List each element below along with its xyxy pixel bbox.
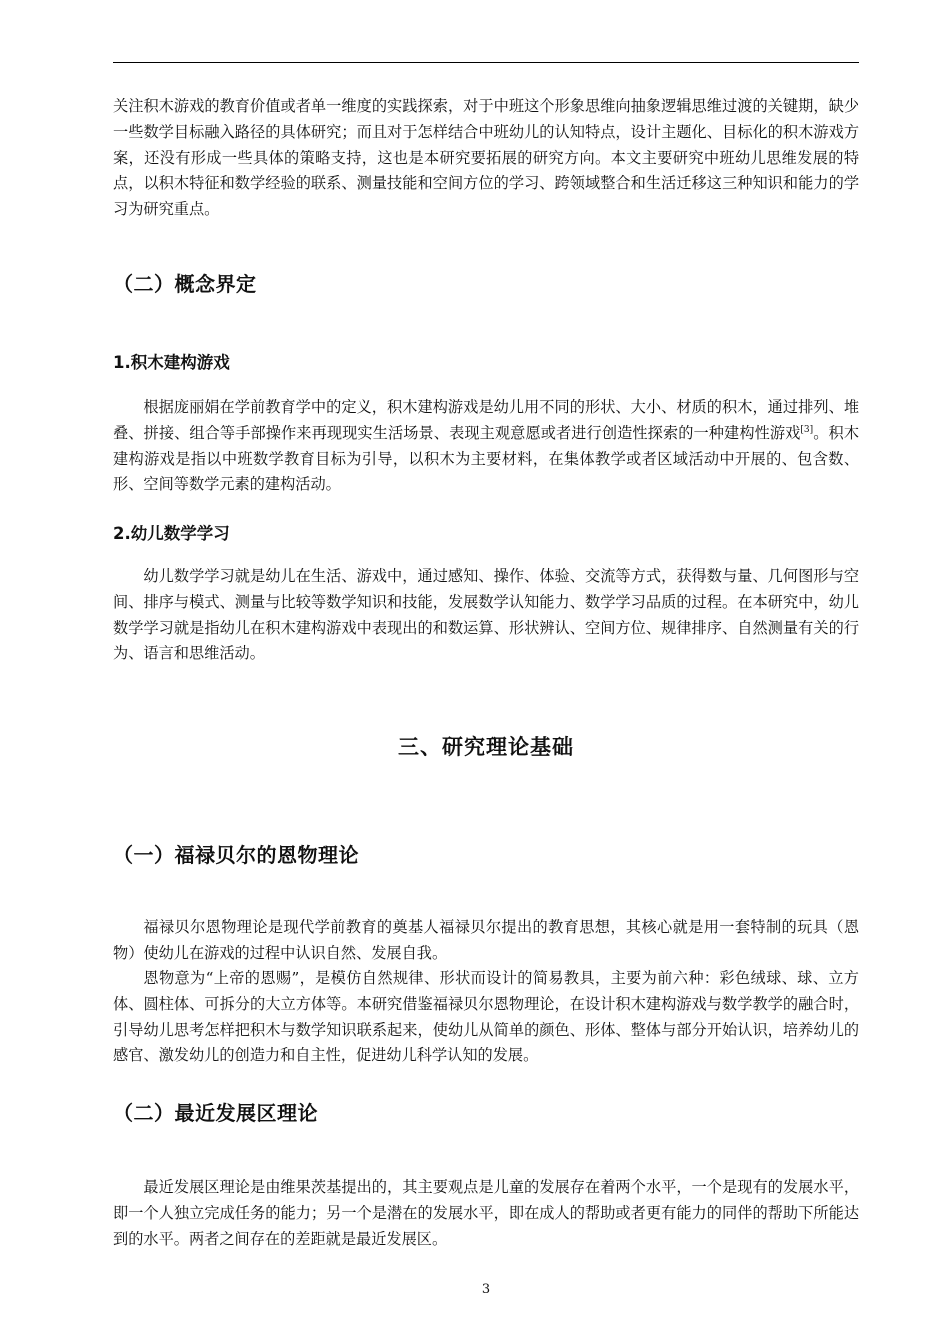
definition-block-building-text-b: 。积木建构游戏是指以中班数学教育目标为引导，以积木为主要材料，在集体教学或者区域活动中开展的、包含数、形、空间等数学元素的建构活动。 [113,423,860,494]
subheading-math-learning: 2.幼儿数学学习 [113,524,230,543]
froebel-paragraph-1: 福禄贝尔恩物理论是现代学前教育的奠基人福禄贝尔提出的教育思想，其核心就是用一套特制的玩具（恩物）使幼儿在游戏的过程中认识自然、发展自我。 [113,918,859,962]
definition-math-learning: 幼儿数学学习就是幼儿在生活、游戏中，通过感知、操作、体验、交流等方式，获得数与量、几何图形与空间、排序与模式、测量与比较等数学知识和技能，发展数学认知能力、数学学习品质的过程。在本研究中，幼儿数学学习就是指幼儿在积木建构游戏中表现出的和数运算、形状辨认、空间方位、规律排序、自然测量有关的行为、语言和思维活动。 [113,567,859,663]
chapter-heading-theory: 三、研究理论基础 [398,735,574,759]
citation-mark: [3] [800,424,814,435]
header-rule [113,62,859,63]
page-number: 3 [481,1282,491,1297]
definition-block-building [113,395,859,498]
definition-block-building-text-a: 根据庞丽娟在学前教育学中的定义，积木建构游戏是幼儿用不同的形状、大小、材质的积木，通过排列、堆叠、拼接、组合等手部操作来再现现实生活场景、表现主观意愿或者进行创造性探索的一种建构性游戏 [113,398,859,442]
froebel-paragraph-2: 恩物意为“上帝的恩赐”，是模仿自然规律、形状而设计的简易教具，主要为前六种：彩色绒球、球、立方体、圆柱体、可拆分的大立方体等。本研究借鉴福禄贝尔恩物理论，在设计积木建构游戏与数学教学的融合时，引导幼儿思考怎样把积木与数学知识联系起来，使幼儿从简单的颜色、形体、整体与部分开始认识，培养幼儿的感官、激发幼儿的创造力和自主性，促进幼儿科学认知的发展。 [113,969,859,1065]
subheading-block-building: 1.积木建构游戏 [113,353,230,372]
section-heading-froebel: （一）福禄贝尔的恩物理论 [113,843,359,867]
intro-paragraph: 关注积木游戏的教育价值或者单一维度的实践探索，对于中班这个形象思维向抽象逻辑思维过渡的关键期，缺少一些数学目标融入路径的具体研究；而且对于怎样结合中班幼儿的认知特点，设计主题化、目标化的积木游戏方案，还没有形成一些具体的策略支持，这也是本研究要拓展的研究方向。本文主要研究中班幼儿思维发展的特点，以积木特征和数学经验的联系、测量技能和空间方位的学习、跨领域整合和生活迁移这三种知识和能力的学习为研究重点。 [113,97,859,219]
section-heading-concepts: （二）概念界定 [113,272,257,296]
zpd-paragraph: 最近发展区理论是由维果茨基提出的，其主要观点是儿童的发展存在着两个水平，一个是现有的发展水平，即一个人独立完成任务的能力；另一个是潜在的发展水平，即在成人的帮助或者更有能力的同伴的帮助下所能达到的水平。两者之间存在的差距就是最近发展区。 [113,1178,859,1248]
section-heading-zpd: （二）最近发展区理论 [113,1101,318,1125]
